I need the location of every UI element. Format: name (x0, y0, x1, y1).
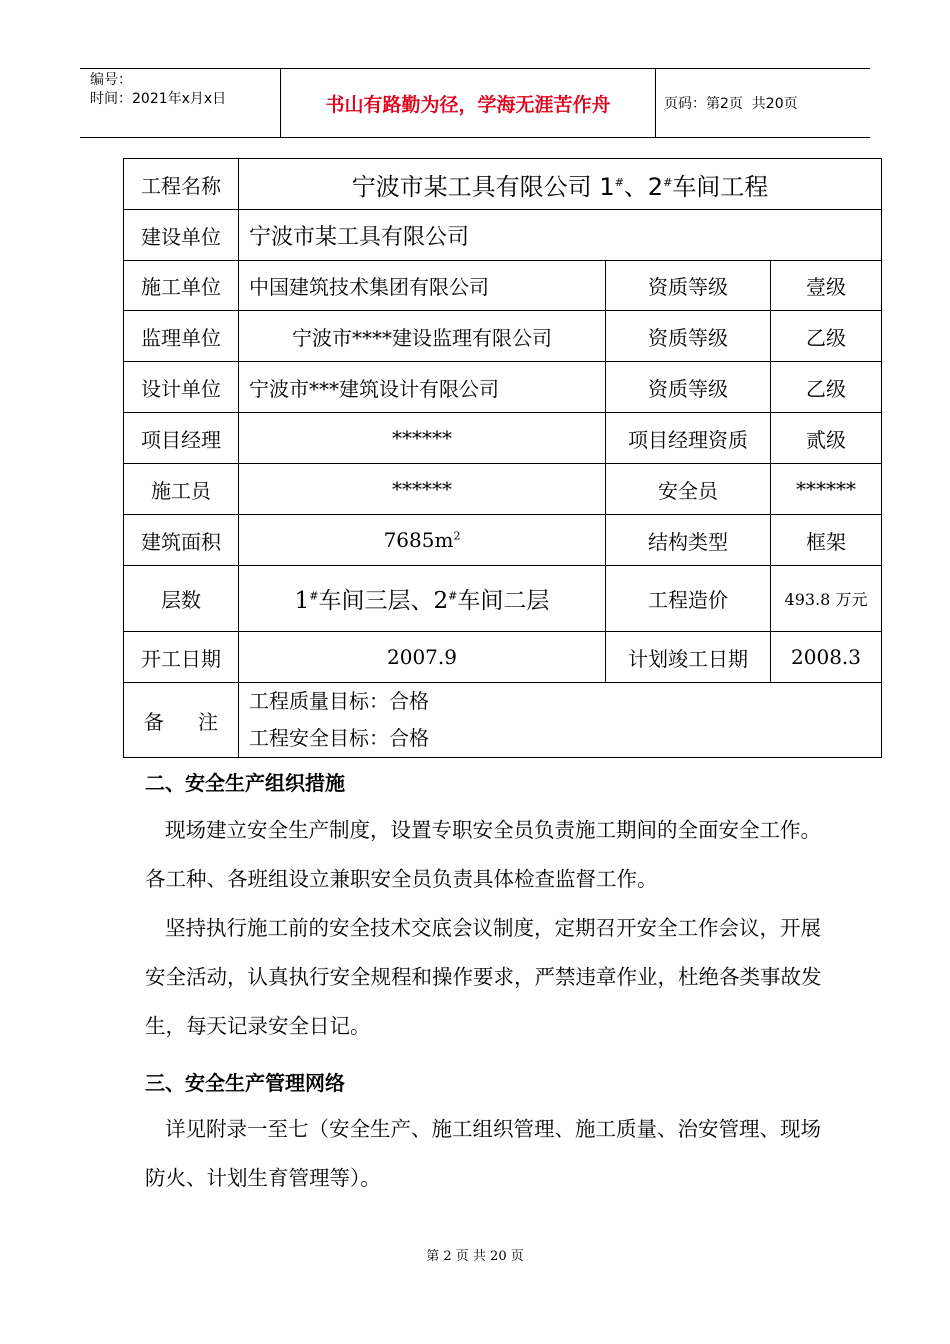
table-row (124, 632, 882, 683)
pm-qualification-value: 贰级 (771, 413, 882, 464)
safety-target: 工程安全目标：合格 (249, 726, 429, 750)
project-name-value: 宁波市某工具有限公司 1#、2#车间工程 (239, 159, 882, 210)
table-row (124, 311, 882, 362)
floors-label: 层数 (124, 566, 239, 632)
project-info-table (123, 158, 882, 758)
table-row (124, 515, 882, 566)
builder-value: ****** (239, 464, 606, 515)
table-row (124, 210, 882, 261)
table-row (124, 413, 882, 464)
remarks-label: 备 注 (124, 683, 239, 758)
header-meta (80, 69, 280, 137)
designer-label: 设计单位 (124, 362, 239, 413)
builder-label: 施工员 (124, 464, 239, 515)
remarks-value (239, 683, 882, 758)
structure-value: 框架 (771, 515, 882, 566)
supervisor-qualification-label: 资质等级 (606, 311, 771, 362)
page-header (80, 68, 870, 138)
project-name-label: 工程名称 (124, 159, 239, 210)
table-row (124, 566, 882, 632)
section-3-title: 三、安全生产管理网络 (145, 1071, 345, 1095)
pm-label: 项目经理 (124, 413, 239, 464)
finish-date-label: 计划竣工日期 (606, 632, 771, 683)
contractor-grade: 壹级 (771, 261, 882, 311)
designer-qualification-label: 资质等级 (606, 362, 771, 413)
safety-officer-value: ****** (771, 464, 882, 515)
contractor-qualification-label: 资质等级 (606, 261, 771, 311)
area-value: $7685m^2$ (239, 515, 606, 566)
designer-grade: 乙级 (771, 362, 882, 413)
supervisor-grade: 乙级 (771, 311, 882, 362)
supervisor-value: 宁波市****建设监理有限公司 (239, 311, 606, 362)
start-date-value: 2007.9 (239, 632, 606, 683)
page-footer: 第 2 页 共 20 页 (426, 1249, 524, 1264)
contractor-value: 中国建筑技术集团有限公司 (239, 261, 606, 311)
floors-value: 1#车间三层、2#车间二层 (239, 566, 606, 632)
client-value: 宁波市某工具有限公司 (239, 210, 882, 261)
table-row (124, 683, 882, 758)
quality-target: 工程质量目标：合格 (249, 689, 429, 713)
contractor-label: 施工单位 (124, 261, 239, 311)
section-2-title: 二、安全生产组织措施 (145, 771, 345, 795)
cost-label: 工程造价 (606, 566, 771, 632)
table-row (124, 159, 882, 210)
safety-officer-label: 安全员 (606, 464, 771, 515)
area-label: 建筑面积 (124, 515, 239, 566)
section-2-paragraph-1: 现场建立安全生产制度，设置专职安全员负责施工期间的全面安全工作。各工种、各班组设立兼职安全员负责具体检查监督工作。 (145, 818, 821, 891)
cost-value: 493.8 万元 (771, 566, 882, 632)
pm-qualification-label: 项目经理资质 (606, 413, 771, 464)
finish-date-value: 2008.3 (771, 632, 882, 683)
start-date-label: 开工日期 (124, 632, 239, 683)
structure-label: 结构类型 (606, 515, 771, 566)
number-label: 编号： (90, 72, 132, 88)
client-label: 建设单位 (124, 210, 239, 261)
section-2-paragraph-2: 坚持执行施工前的安全技术交底会议制度，定期召开安全工作会议，开展安全活动，认真执行安全规程和操作要求，严禁违章作业，杜绝各类事故发生，每天记录安全日记。 (145, 916, 822, 1038)
section-3-paragraph-1: 详见附录一至七（安全生产、施工组织管理、施工质量、治安管理、现场防火、计划生育管理等）。 (145, 1117, 821, 1190)
header-motto: 书山有路勤为径，学海无涯苦作舟 (280, 69, 656, 137)
supervisor-label: 监理单位 (124, 311, 239, 362)
header-page-info: 页码：第2页 共20页 (664, 96, 798, 112)
table-row (124, 464, 882, 515)
time-label: 时间：2021年x月x日 (90, 91, 227, 107)
pm-value: ****** (239, 413, 606, 464)
table-row (124, 261, 882, 311)
designer-value: 宁波市***建筑设计有限公司 (239, 362, 606, 413)
table-row (124, 362, 882, 413)
